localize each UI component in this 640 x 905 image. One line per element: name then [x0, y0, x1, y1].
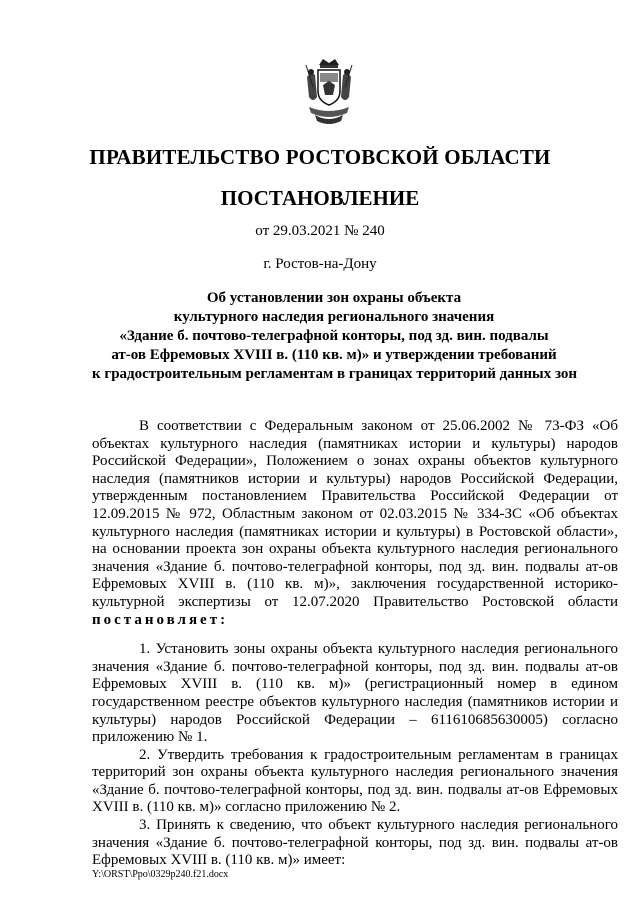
- preamble-text: В соответствии с Федеральным законом от 25.06.2002 № 73-ФЗ «Об объектах культурного наследия (памятниках истории и культуры) народов Российской Федерации», Положением о зонах охраны объектов культурного наследия (памятников истории и культуры) народов Российской Федерации, утвержденным постановлением Правительства Российской Федерации от 12.09.2015 № 972, Областным законом от 02.03.2015 № 334-ЗС «Об объектах культурного наследия (памятниках истории и культуры) в Ростовской области», на основании проекта зон охраны объекта культурного наследия регионального значения «Здание б. почтово-телеграфной конторы, под зд. вин. подвалы ат-ов Ефремовых XVIII в. (110 кв. м)», заключения государственной историко-культурной экспертизы от 12.07.2020 Правительство Ростовской области: [92, 418, 618, 610]
- title-line: «Здание б. почтово-телеграфной конторы, под зд. вин. подвалы: [119, 328, 549, 344]
- date-and-number: от 29.03.2021 № 240: [255, 223, 385, 239]
- document-body: [92, 418, 618, 870]
- title-line: Об установлении зон охраны объекта: [206, 290, 462, 306]
- item-paragraph: 3. Принять к сведению, что объект культурного наследия регионального значения «Здание б. почтово-телеграфной конторы, под зд. вин. подвалы ат-ов Ефремовых XVIII в. (110 кв. м)» имеет:: [92, 817, 618, 869]
- government-name: ПРАВИТЕЛЬСТВО РОСТОВСКОЙ ОБЛАСТИ: [89, 145, 551, 169]
- title-line: к градостроительным регламентам в границах территорий данных зон: [92, 366, 578, 382]
- title-line: культурного наследия регионального значения: [173, 309, 495, 325]
- file-path-footer: Y:\ORST\Ppo\0329p240.f21.docx: [92, 869, 229, 880]
- title-line: ат-ов Ефремовых XVIII в. (110 кв. м)» и утверждении требований: [111, 347, 557, 363]
- document-type: ПОСТАНОВЛЕНИЕ: [220, 186, 420, 210]
- city-name: г. Ростов-на-Дону: [263, 256, 377, 272]
- item-paragraph: 2. Утвердить требования к градостроительным регламентам в границах территорий зон охраны объекта культурного наследия регионального значения «Здание б. почтово-телеграфной конторы, под зд. вин. подвалы ат-ов Ефремовых XVIII в. (110 кв. м)» согласно приложению № 2.: [92, 746, 618, 816]
- coat-of-arms-icon: [303, 57, 355, 127]
- document-title: [92, 289, 576, 384]
- decree-word: постановляет:: [92, 611, 229, 628]
- preamble-paragraph: [92, 418, 618, 629]
- item-paragraph: 1. Установить зоны охраны объекта культурного наследия регионального значения «Здание б. почтово-телеграфной конторы, под зд. вин. подвалы ат-ов Ефремовых XVIII в. (110 кв. м)» (регистрационный номер в едином государственном реестре объектов культурного наследия (памятников истории и культуры) народов Российской Федерации – 611610685630005) согласно приложению № 1.: [92, 641, 618, 746]
